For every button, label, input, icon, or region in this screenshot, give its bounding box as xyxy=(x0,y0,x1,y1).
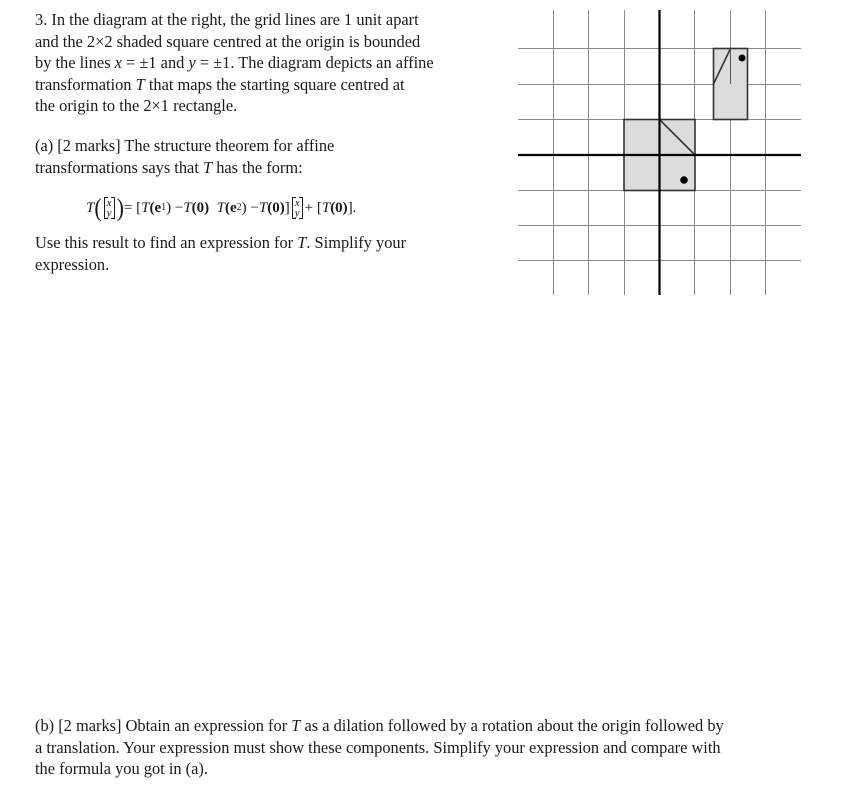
text: (a) [2 marks] The structure theorem for affine xyxy=(35,136,335,155)
var-y: y xyxy=(188,53,196,73)
text: 3. In the diagram at the right, the grid lines are 1 unit apart xyxy=(35,10,419,29)
var-T: T xyxy=(141,200,150,216)
zero-vector: (0) xyxy=(267,200,285,216)
part-a-line xyxy=(35,254,505,276)
e1: (e xyxy=(149,200,162,216)
var-T: T xyxy=(258,200,268,216)
var-y: y xyxy=(106,207,112,219)
part-b-line xyxy=(35,758,840,780)
text: ] xyxy=(284,200,290,216)
text: expression. xyxy=(35,254,110,274)
text: Use this result to find an expression for xyxy=(35,233,298,252)
var-T: T xyxy=(291,716,301,735)
part-a-intro xyxy=(35,135,505,178)
text: as a dilation followed by a rotation about the origin followed by xyxy=(300,716,724,735)
text: transformations says that xyxy=(35,157,203,177)
text: ) − xyxy=(166,200,184,216)
question-line xyxy=(35,31,505,53)
text: the origin to the 2×1 rectangle. xyxy=(35,96,238,116)
column-vector-xy xyxy=(292,197,303,219)
text xyxy=(209,193,217,223)
part-b xyxy=(35,715,840,780)
text: that maps the starting square centred at xyxy=(144,74,405,94)
e2: (e xyxy=(225,200,237,216)
subscript: 1 xyxy=(161,202,167,213)
var-T: T xyxy=(202,157,213,177)
question-statement xyxy=(35,9,505,117)
var-T: T xyxy=(216,200,226,216)
text: ]. xyxy=(347,200,357,216)
zero-vector: (0) xyxy=(330,200,348,216)
part-b-line xyxy=(35,715,840,737)
var-T: T xyxy=(135,74,145,94)
text: = ±1. The diagram depicts an affine xyxy=(195,53,434,73)
part-b-line xyxy=(35,737,840,759)
column-vector-xy xyxy=(104,197,115,219)
rectangle-dot xyxy=(739,55,746,62)
part-a-instruction xyxy=(35,232,505,275)
question-line xyxy=(35,95,505,117)
text: a translation. Your expression must show these components. Simplify your expression and compare with xyxy=(35,737,721,757)
var-T: T xyxy=(321,200,331,216)
var-x: x xyxy=(114,53,122,73)
zero-vector: (0) xyxy=(191,200,210,216)
right-paren: ) xyxy=(116,193,124,222)
question-line xyxy=(35,52,505,74)
left-paren: ( xyxy=(94,193,102,222)
text: and the 2×2 shaded square centred at the origin is bounded xyxy=(35,31,421,51)
text: + [ xyxy=(304,200,322,216)
text: ) − xyxy=(241,200,259,216)
var-x: x xyxy=(294,197,300,209)
var-T: T xyxy=(297,233,307,252)
question-line xyxy=(35,74,505,96)
var-T: T xyxy=(86,200,95,216)
question-line xyxy=(35,9,505,31)
text: = ±1 and xyxy=(121,53,189,73)
subscript: 2 xyxy=(236,202,242,213)
var-T: T xyxy=(183,200,192,216)
text: (b) [2 marks] Obtain an expression for xyxy=(35,716,292,735)
text: = [ xyxy=(123,200,142,216)
text: . Simplify your xyxy=(306,233,407,252)
text: has the form: xyxy=(212,157,303,177)
transformation-grid-diagram xyxy=(518,10,803,298)
var-y: y xyxy=(294,207,300,219)
part-a-line xyxy=(35,232,505,254)
structure-theorem-formula xyxy=(86,193,356,223)
part-a-line xyxy=(35,135,505,157)
text: by the lines xyxy=(35,53,115,73)
part-a-line xyxy=(35,157,505,179)
square-dot xyxy=(680,176,688,184)
text: transformation xyxy=(35,74,136,94)
var-x: x xyxy=(106,197,112,209)
text: the formula you got in (a). xyxy=(35,759,208,779)
